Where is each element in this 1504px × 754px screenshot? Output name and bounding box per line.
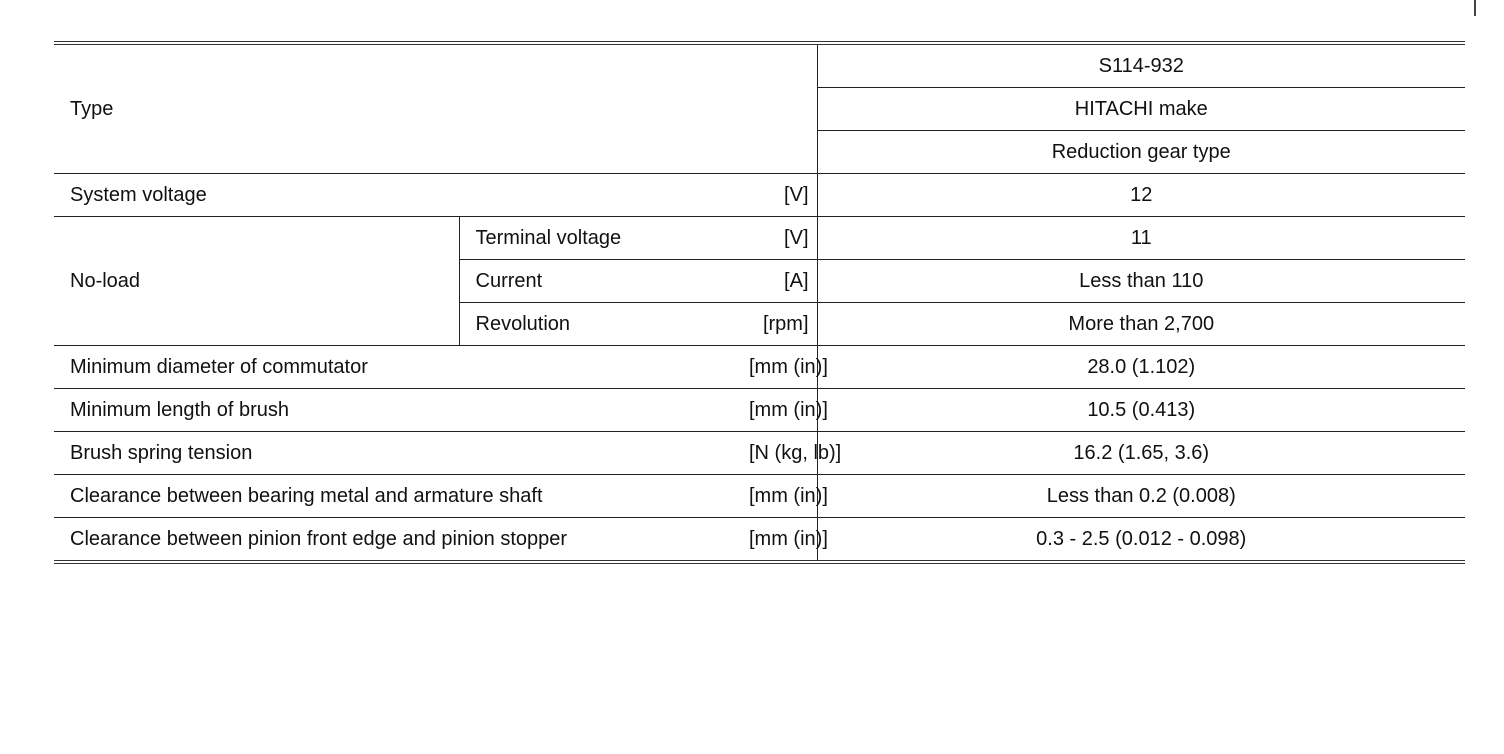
bearing-clearance-value: Less than 0.2 (0.008) xyxy=(817,475,1465,518)
commutator-diameter-label: Minimum diameter of commutator xyxy=(54,346,749,389)
table-row xyxy=(54,432,1465,475)
pinion-clearance-label: Clearance between pinion front edge and pinion stopper xyxy=(70,527,568,550)
current-value: Less than 110 xyxy=(817,260,1465,303)
current-unit: [A] xyxy=(749,260,817,303)
current-label: Current xyxy=(459,260,749,303)
bearing-clearance-label: Clearance between bearing metal and armature shaft xyxy=(54,475,749,518)
table-row xyxy=(54,389,1465,432)
revolution-label: Revolution xyxy=(459,303,749,346)
commutator-diameter-unit: [mm (in)] xyxy=(749,346,817,389)
commutator-diameter-value: 28.0 (1.102) xyxy=(817,346,1465,389)
terminal-voltage-value: 11 xyxy=(817,217,1465,260)
table-row xyxy=(54,475,1465,518)
no-load-label: No-load xyxy=(54,217,459,346)
brush-spring-tension-unit: [N (kg, lb)] xyxy=(749,432,817,475)
table-row xyxy=(54,174,1465,217)
system-voltage-unit: [V] xyxy=(749,174,817,217)
type-make-value: HITACHI make xyxy=(817,88,1465,131)
type-model-value: S114-932 xyxy=(817,43,1465,88)
starter-specification-table xyxy=(54,41,1465,564)
brush-length-value: 10.5 (0.413) xyxy=(817,389,1465,432)
type-label: Type xyxy=(54,43,817,174)
brush-length-unit: [mm (in)] xyxy=(749,389,817,432)
revolution-unit: [rpm] xyxy=(749,303,817,346)
bearing-clearance-unit: [mm (in)] xyxy=(749,475,817,518)
type-gear-value: Reduction gear type xyxy=(817,131,1465,174)
brush-length-label: Minimum length of brush xyxy=(54,389,749,432)
pinion-clearance-value: 0.3 - 2.5 (0.012 - 0.098) xyxy=(817,518,1465,563)
pinion-clearance-unit: [mm (in)] xyxy=(749,527,828,550)
table-row xyxy=(54,217,1465,260)
system-voltage-label: System voltage xyxy=(54,174,749,217)
revolution-value: More than 2,700 xyxy=(817,303,1465,346)
table-row xyxy=(54,43,1465,88)
table-row xyxy=(54,518,1465,563)
brush-spring-tension-value: 16.2 (1.65, 3.6) xyxy=(817,432,1465,475)
corner-mark xyxy=(1474,0,1476,16)
terminal-voltage-label: Terminal voltage xyxy=(459,217,749,260)
table-row xyxy=(54,346,1465,389)
system-voltage-value: 12 xyxy=(817,174,1465,217)
brush-spring-tension-label: Brush spring tension xyxy=(54,432,749,475)
terminal-voltage-unit: [V] xyxy=(749,217,817,260)
